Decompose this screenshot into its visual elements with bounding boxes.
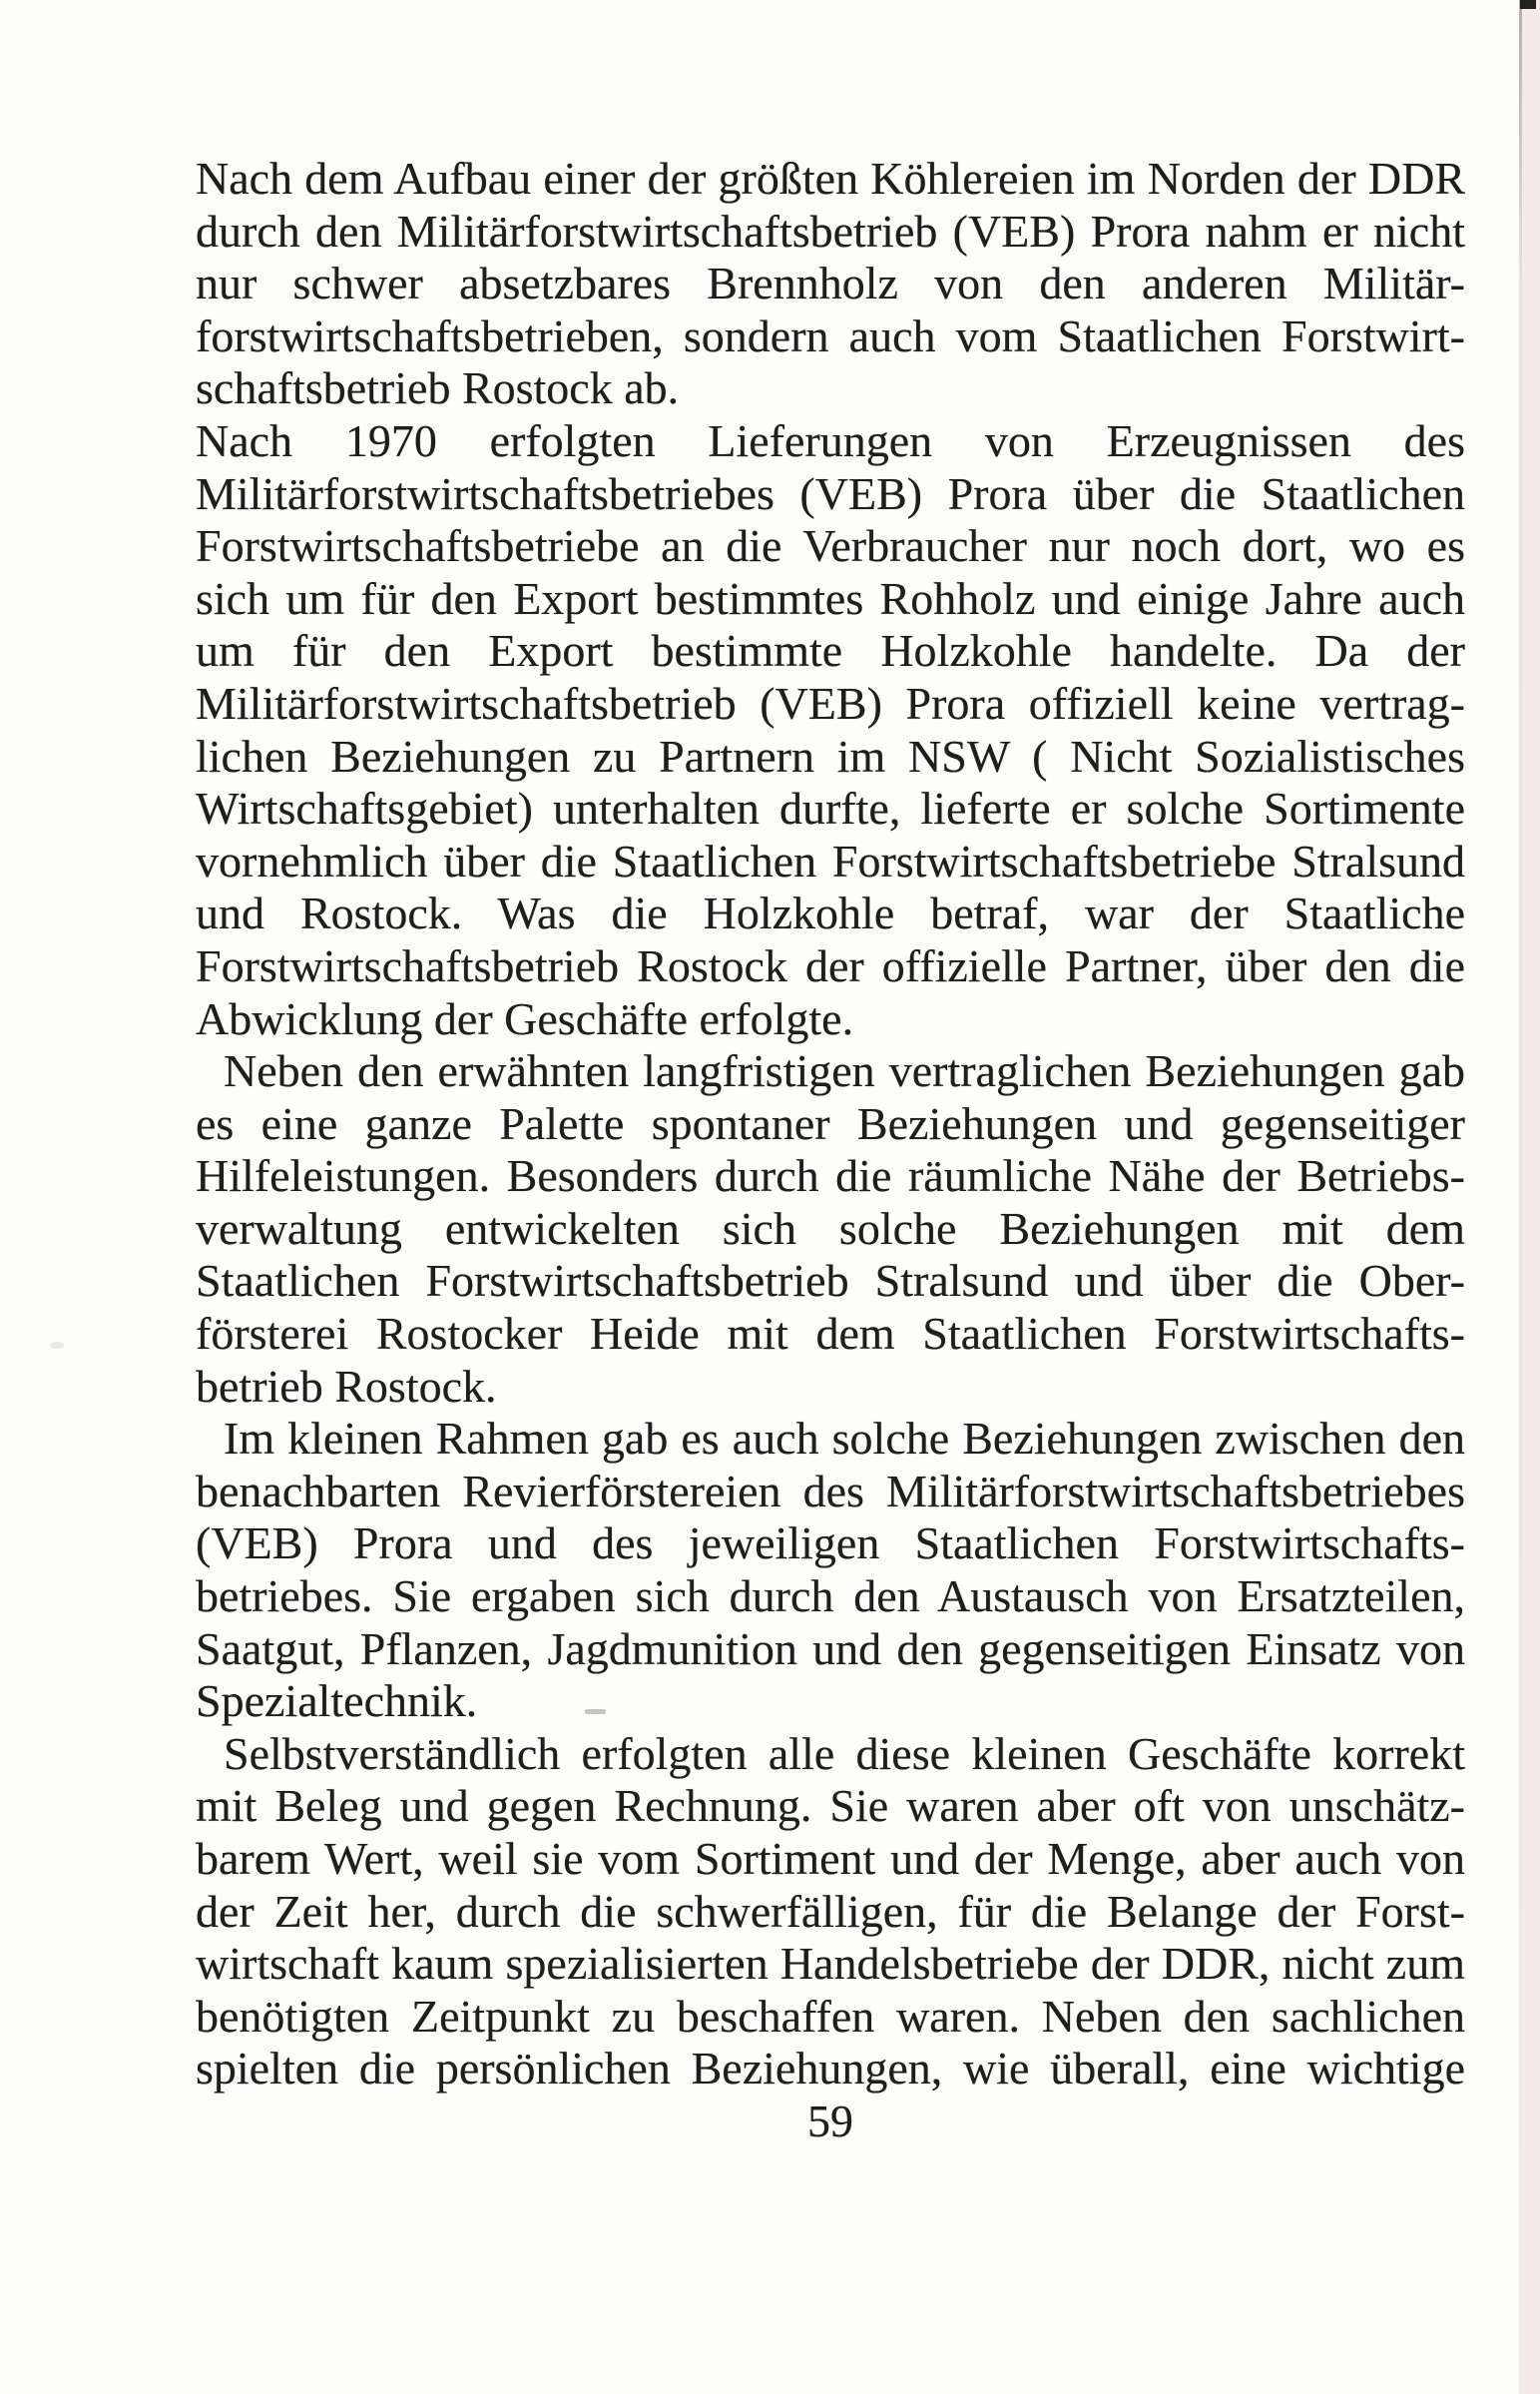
text-line: lichen Beziehungen zu Partnern im NSW ( Nicht Sozialistisches [196, 730, 1465, 782]
text-line: betriebes. Sie ergaben sich durch den Austausch von Ersatzteilen, [196, 1570, 1465, 1622]
text-line: durch den Militärforstwirtschaftsbetrieb (VEB) Prora nahm er nicht [196, 205, 1465, 257]
paragraph [196, 1413, 1465, 1728]
text-line: Forstwirtschaftsbetriebe an die Verbraucher nur noch dort, wo es [196, 520, 1465, 572]
text-line: nur schwer absetzbares Brennholz von den anderen Militär- [196, 258, 1465, 309]
text-line: Selbstverständlich erfolgten alle diese kleinen Geschäfte korrekt [224, 1727, 1465, 1779]
text-line: Saatgut, Pflanzen, Jagdmunition und den gegenseitigen Einsatz von [196, 1622, 1465, 1674]
page-text [196, 153, 1465, 2148]
text-line: vornehmlich über die Staatlichen Forstwirtschaftsbetriebe Stralsund [196, 835, 1465, 887]
stray-scan-mark [585, 1709, 606, 1714]
text-line: Abwicklung der Geschäfte erfolgte. [196, 992, 854, 1044]
scan-corner-artifact [1520, 0, 1536, 9]
text-line: sich um für den Export bestimmtes Rohholz und einige Jahre auch [196, 572, 1465, 624]
text-line: Wirtschaftsgebiet) unterhalten durfte, lieferte er solche Sortimente [196, 783, 1465, 835]
text-line: wirtschaft kaum spezialisierten Handelsbetriebe der DDR, nicht zum [196, 1938, 1465, 1990]
text-line: mit Beleg und gegen Rechnung. Sie waren aber oft von unschätz- [196, 1780, 1465, 1832]
text-line: verwaltung entwickelten sich solche Beziehungen mit dem [196, 1202, 1465, 1254]
text-line: benötigten Zeitpunkt zu beschaffen waren. Neben den sachlichen [196, 1990, 1465, 2042]
text-line: Nach 1970 erfolgten Lieferungen von Erzeugnissen des [196, 414, 1465, 466]
text-line: Neben den erwähnten langfristigen vertraglichen Beziehungen gab [224, 1045, 1465, 1097]
text-line: Forstwirtschaftsbetrieb Rostock der offizielle Partner, über den die [196, 939, 1465, 991]
text-line: försterei Rostocker Heide mit dem Staatlichen Forstwirtschafts- [196, 1308, 1465, 1360]
text-line: es eine ganze Palette spontaner Beziehungen und gegenseitiger [196, 1097, 1465, 1149]
text-line: forstwirtschaftsbetrieben, sondern auch vom Staatlichen Forstwirt- [196, 309, 1465, 361]
text-line: Nach dem Aufbau einer der größten Köhlereien im Norden der DDR [196, 153, 1465, 204]
text-line: Spezialtechnik. [196, 1675, 478, 1727]
text-line: barem Wert, weil sie vom Sortiment und der Menge, aber auch von [196, 1833, 1465, 1884]
text-line: schaftsbetrieb Rostock ab. [196, 362, 680, 414]
text-line: betrieb Rostock. [196, 1360, 497, 1412]
text-line: Hilfeleistungen. Besonders durch die räumliche Nähe der Betriebs- [196, 1150, 1465, 1202]
text-line: Militärforstwirtschaftsbetrieb (VEB) Prora offiziell keine vertrag- [196, 677, 1465, 729]
text-line: (VEB) Prora und des jeweiligen Staatlichen Forstwirtschafts- [196, 1517, 1465, 1569]
paragraph [196, 153, 1465, 415]
text-line: Im kleinen Rahmen gab es auch solche Beziehungen zwischen den [224, 1413, 1465, 1465]
paragraph [196, 1728, 1465, 2095]
text-line: und Rostock. Was die Holzkohle betraf, war der Staatliche [196, 888, 1465, 939]
text-line: um für den Export bestimmte Holzkohle handelte. Da der [196, 625, 1465, 677]
text-line: Staatlichen Forstwirtschaftsbetrieb Stralsund und über die Ober- [196, 1255, 1465, 1307]
text-line: spielten die persönlichen Beziehungen, wie überall, eine wichtige [196, 2043, 1465, 2095]
page-number: 59 [807, 2095, 853, 2146]
text-line: benachbarten Revierförstereien des Militärforstwirtschaftsbetriebes [196, 1465, 1465, 1516]
paragraph [196, 415, 1465, 1045]
scan-smudge [50, 1342, 64, 1349]
text-line: Militärforstwirtschaftsbetriebes (VEB) Prora über die Staatlichen [196, 467, 1465, 519]
text-line: der Zeit her, durch die schwerfälligen, für die Belange der Forst- [196, 1885, 1465, 1937]
page-edge-line [1519, 0, 1522, 2394]
page-edge-strip [1522, 0, 1540, 2394]
paragraph [196, 1045, 1465, 1413]
